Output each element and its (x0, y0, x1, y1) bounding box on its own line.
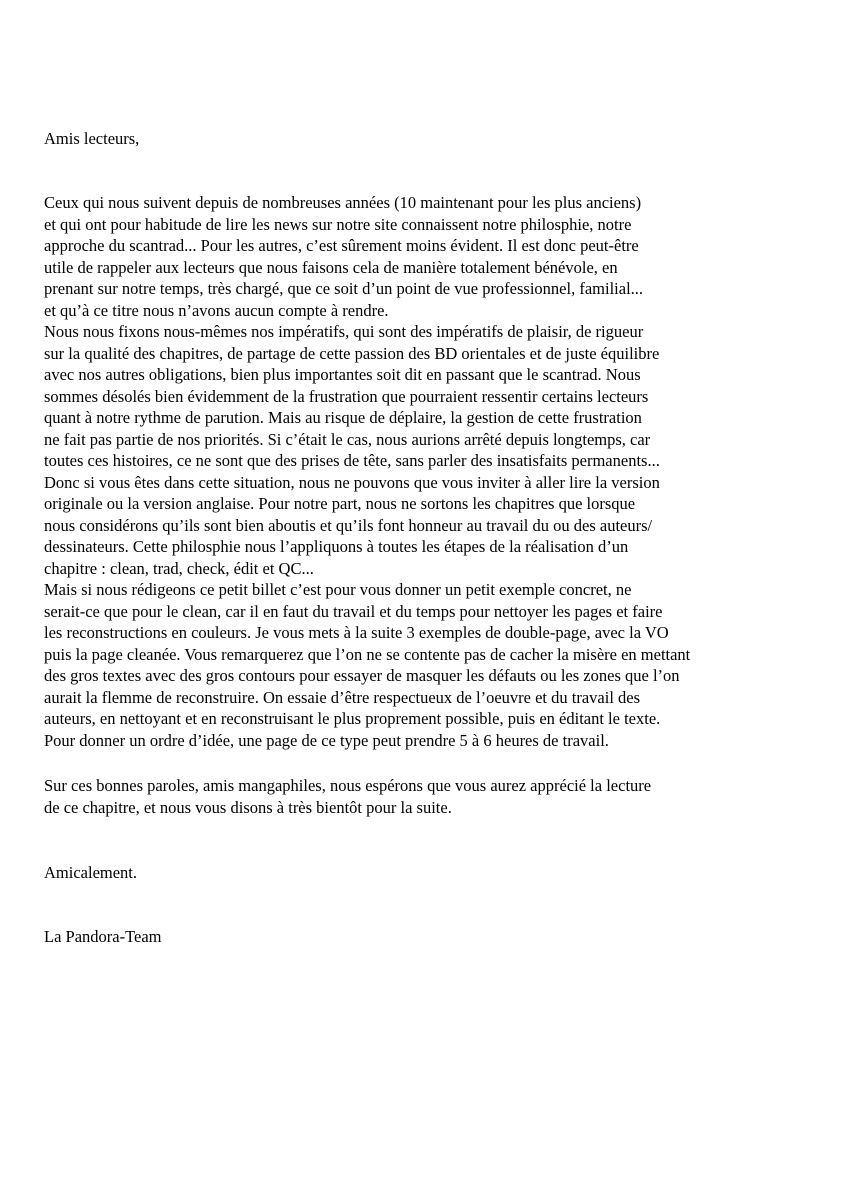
body-line: utile de rappeler aux lecteurs que nous faisons cela de manière totalement bénévole, en (44, 257, 618, 277)
body-line: serait-ce que pour le clean, car il en faut du travail et du temps pour nettoyer les pages et faire (44, 601, 663, 621)
body-line: Donc si vous êtes dans cette situation, nous ne pouvons que vous inviter à aller lire la version (44, 472, 660, 492)
body-line: nous considérons qu’ils sont bien aboutis et qu’ils font honneur au travail du ou des auteurs/ (44, 515, 653, 535)
sign-off-text: Amicalement. (44, 863, 138, 882)
body-line: Ceux qui nous suivent depuis de nombreuses années (10 maintenant pour les plus anciens) (44, 193, 642, 212)
body-line: les reconstructions en couleurs. Je vous mets à la suite 3 exemples de double-page, avec la VO (44, 623, 669, 642)
signature (44, 926, 162, 948)
body-line: aurait la flemme de reconstruire. On essaie d’être respectueux de l’oeuvre et du travail des (44, 687, 641, 707)
body-line: approche du scantrad... Pour les autres, c’est sûrement moins évident. Il est donc peut-être (44, 236, 639, 255)
body-line: quant à notre rythme de parution. Mais au risque de déplaire, la gestion de cette frustration (44, 408, 642, 427)
body-line: ne fait pas partie de nos priorités. Si c’était le cas, nous aurions arrêté depuis longtemps, car (44, 429, 651, 449)
body-line: Pour donner un ordre d’idée, une page de ce type peut prendre 5 à 6 heures de travail. (44, 730, 609, 750)
salutation-text: Amis lecteurs, (44, 129, 140, 148)
body-line: et qui ont pour habitude de lire les news sur notre site connaissent notre philosphie, notre (44, 214, 632, 234)
body-line: Mais si nous rédigeons ce petit billet c’est pour vous donner un petit exemple concret, ne (44, 580, 632, 599)
body-line: Nous nous fixons nous-mêmes nos impératifs, qui sont des impératifs de plaisir, de rigueur (44, 322, 644, 341)
body-line: toutes ces histoires, ce ne sont que des prises de tête, sans parler des insatisfaits permanents... (44, 451, 660, 470)
body-line: chapitre : clean, trad, check, édit et QC... (44, 558, 314, 578)
body-line: sur la qualité des chapitres, de partage de cette passion des BD orientales et de juste équilibre (44, 343, 660, 363)
closing-paragraph (44, 775, 651, 818)
sign-off (44, 862, 137, 884)
signature-text: La Pandora-Team (44, 927, 162, 946)
body-line: dessinateurs. Cette philosphie nous l’appliquons à toutes les étapes de la réalisation d’un (44, 537, 629, 556)
body-line: puis la page cleanée. Vous remarquerez que l’on ne se contente pas de cacher la misère en mettant (44, 644, 691, 664)
body-line: sommes désolés bien évidemment de la frustration que pourraient ressentir certains lecteurs (44, 386, 649, 406)
closing-line: Sur ces bonnes paroles, amis mangaphiles, nous espérons que vous aurez apprécié la lecture (44, 776, 652, 795)
body-line: auteurs, en nettoyant et en reconstruisant le plus proprement possible, puis en éditant le texte. (44, 709, 661, 728)
body-line: avec nos autres obligations, bien plus importantes soit dit en passant que le scantrad. Nous (44, 365, 641, 384)
body-line: et qu’à ce titre nous n’avons aucun compte à rendre. (44, 300, 389, 320)
body-line: originale ou la version anglaise. Pour notre part, nous ne sortons les chapitres que lorsque (44, 494, 636, 513)
body-paragraph (44, 192, 690, 751)
body-line: des gros textes avec des gros contours pour essayer de masquer les défauts ou les zones que l’on (44, 666, 680, 685)
salutation (44, 128, 139, 150)
body-line: prenant sur notre temps, très chargé, que ce soit d’un point de vue professionnel, familial... (44, 279, 644, 298)
closing-line: de ce chapitre, et nous vous disons à très bientôt pour la suite. (44, 797, 452, 817)
